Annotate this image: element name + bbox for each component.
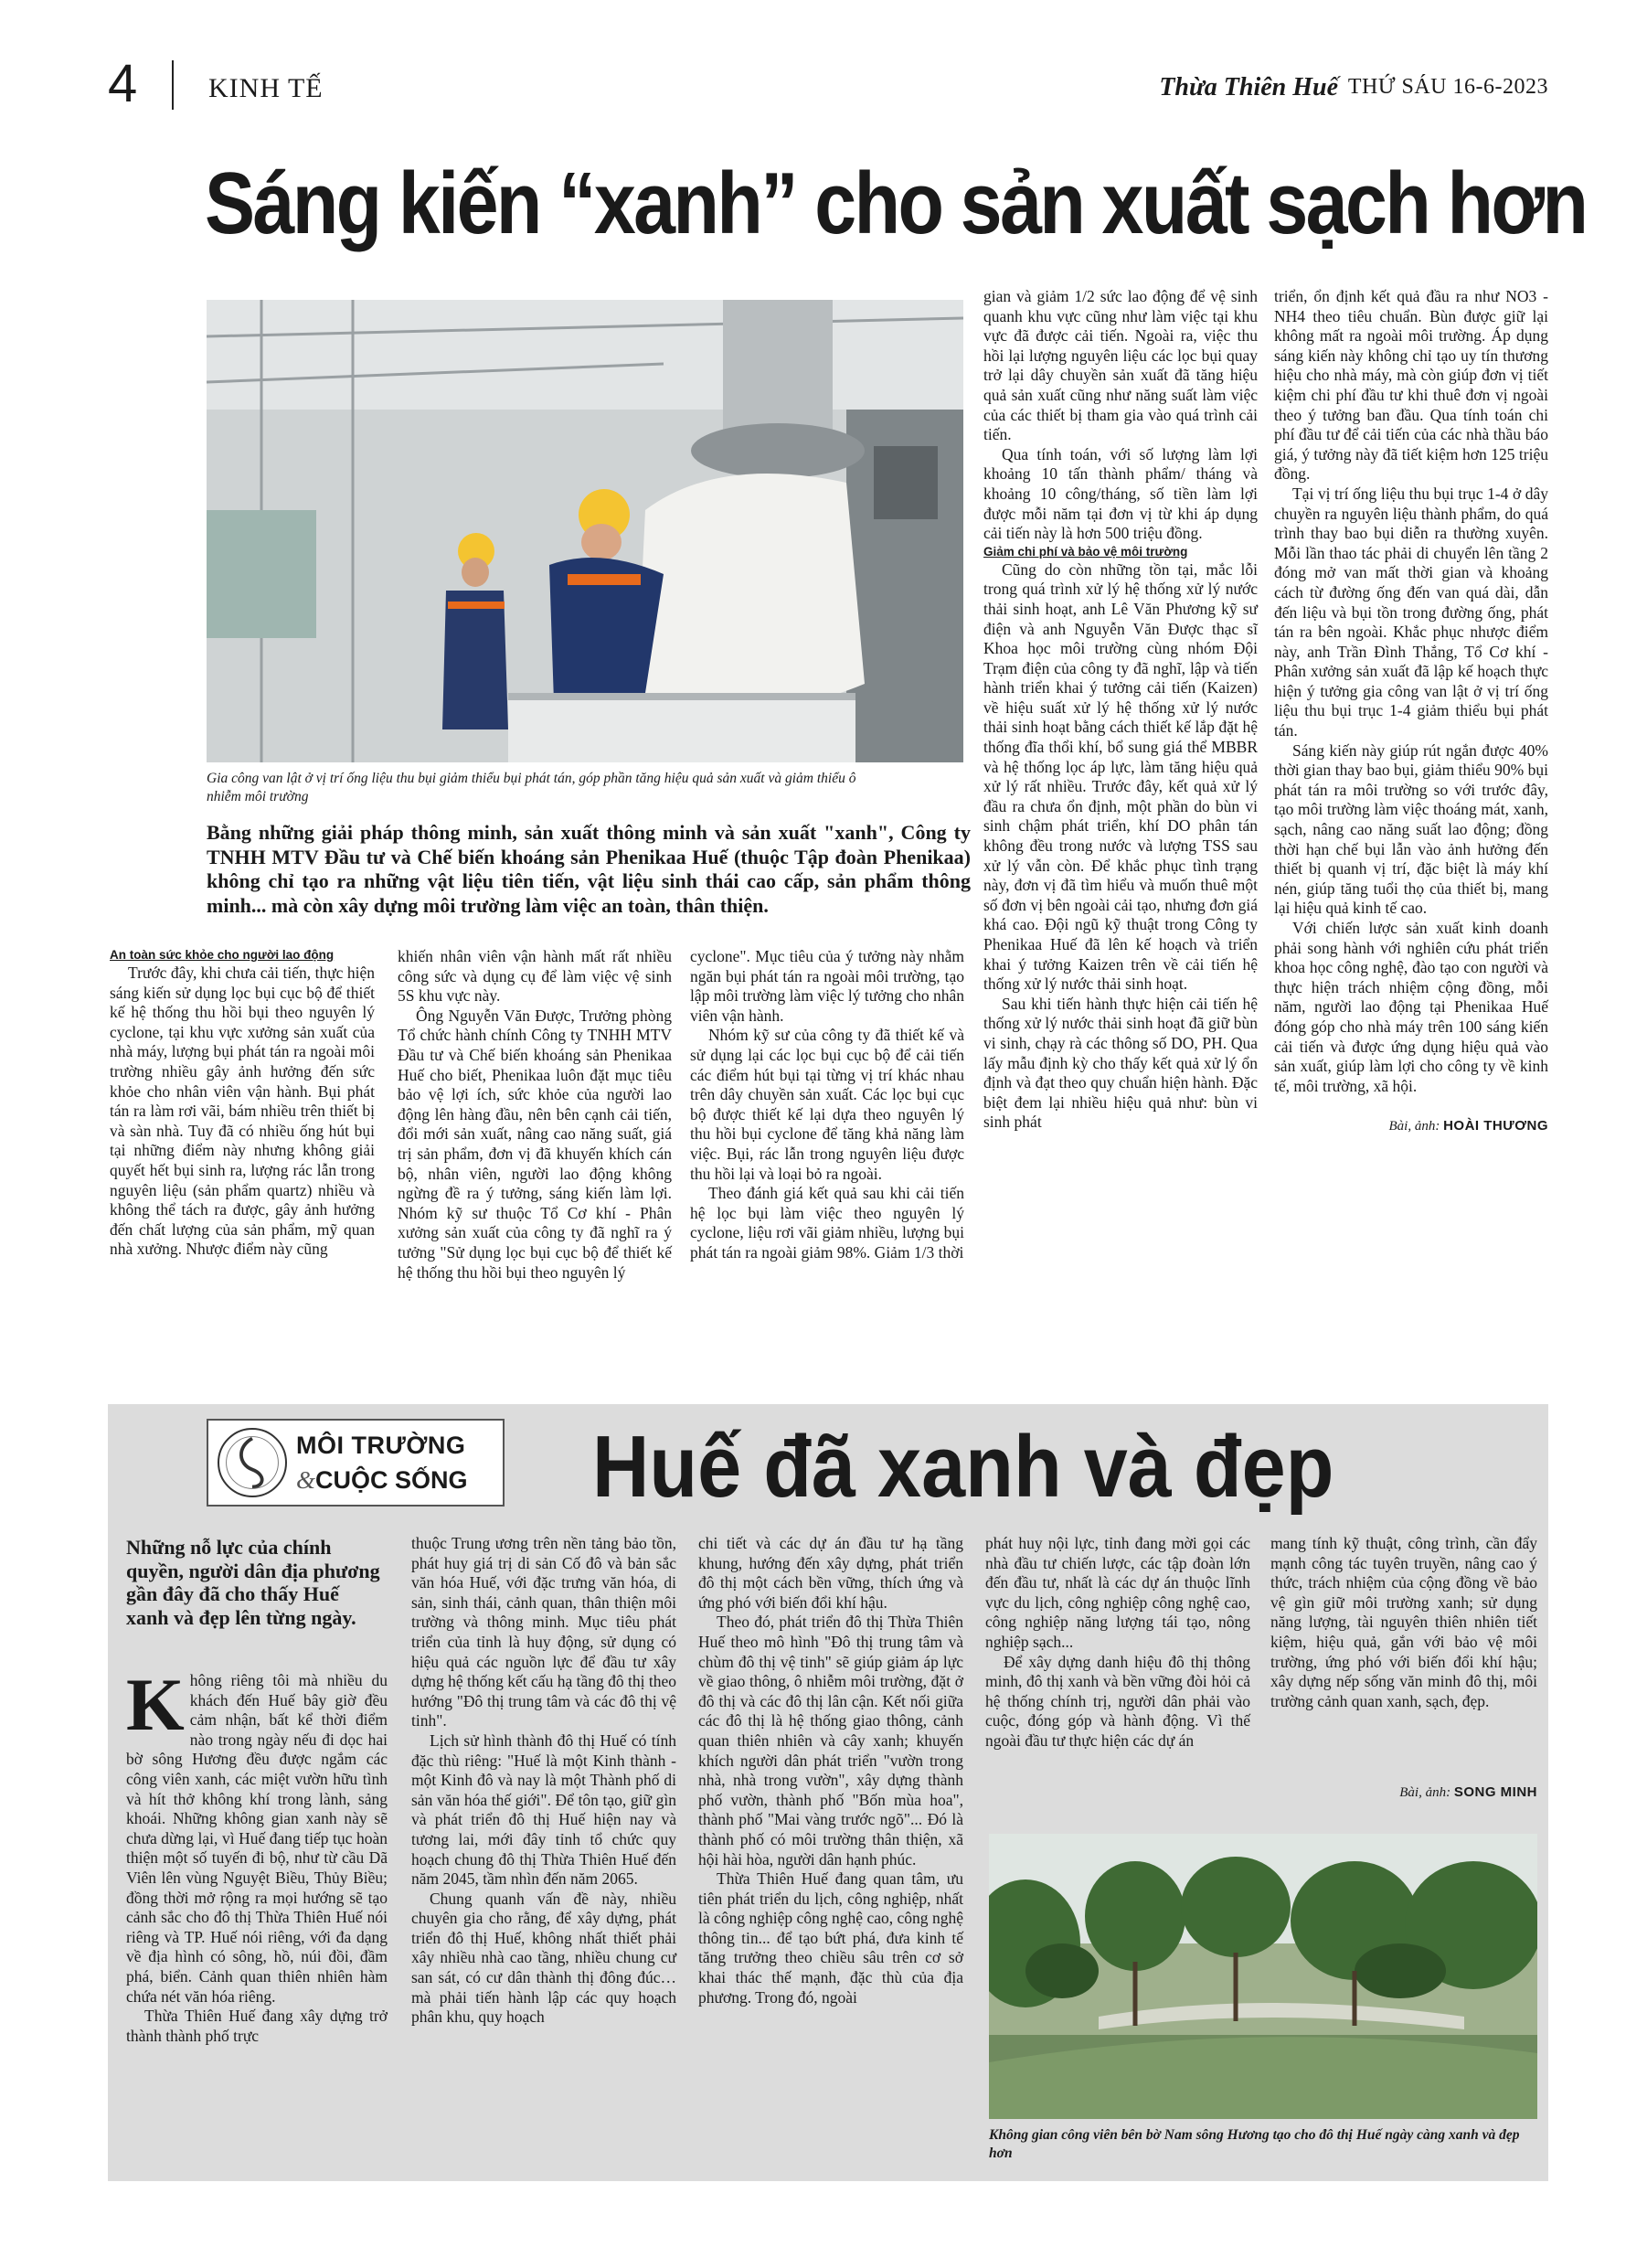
article2-column-3 [698,1534,963,2007]
article1-column-5 [1274,287,1548,1137]
section-title: KINH TẾ [208,73,324,103]
publication-name: Thừa Thiên Huế [1159,73,1338,101]
paragraph: Qua tính toán, với số lượng làm lợi khoảng 10 tấn thành phẩm/ tháng và khoảng 10 công/tháng, số tiền làm lợi được mỗi năm tại đơn vị từ khi áp dụng cải tiến này là hơn 500 triệu đồng. [983,444,1258,543]
article2-byline [1270,1783,1537,1804]
article2-byline-wrap [1270,1783,1537,1804]
article2-column-2 [411,1534,676,2028]
article1-subhead-1: An toàn sức khỏe cho người lao động [110,948,335,962]
article1-photo [207,300,963,762]
paragraph: Chung quanh vấn đề này, nhiều chuyên gia cho rằng, để xây dựng, phát triển đô thị Huế, không nhất thiết phải xây nhiều nhà cao tầng, nhiều chung cư san sát, có cư dân thành thị đông đúc… mà phải tiến hành lập các quy hoạch phân khu, quy hoạch [411,1889,676,2027]
article2-headline: Huế đã xanh và đẹp [592,1418,1334,1516]
article2-sapo: Những nỗ lực của chính quyền, người dân địa phương gần đây đã cho thấy Huế xanh và đẹp lên từng ngày. [126,1536,380,1629]
article1-column-4 [983,287,1258,1133]
paragraph: Trước đây, khi chưa cải tiến, thực hiện sáng kiến sử dụng lọc bụi cục bộ để thiết kế hệ thống thu hồi bụi theo nguyên lý cyclone, tại khu vực xưởng sản xuất của nhà máy, lượng bụi phát tán ra ngoài môi trường nhiều gây ảnh hưởng đến sức khỏe cho nhân viên vận hành. Bụi phát tán ra làm rơi vãi, bám nhiều trên thiết bị và sàn nhà. Tuy đã có nhiều ống hút bụi tại những điểm này nhưng không giải quyết hết bụi sinh ra, lượng rác lẫn trong nguyên liệu (sản phẩm quartz) nhiều và không thể tách ra được, gây ảnh hưởng đến chất lượng của sản phẩm, mỹ quan nhà xưởng. Nhược điểm này cũng [110,964,375,1259]
paragraph: Tại vị trí ống liệu thu bụi trục 1-4 ở dây chuyền ra nguyên liệu thành phẩm, do quá trình thay bao bụi diễn ra thường xuyên. Mỗi lần thao tác phải di chuyển lên tầng 2 đóng mở van mất thời gian và khoảng cách từ đường ống đến van quá dài, dẫn đến liệu và bụi tồn trong đường ống, phát tán ra bên ngoài. Khắc phục nhược điểm này, anh Trần Đình Thắng, Tổ Cơ khí - Phân xưởng sản xuất đã lập kế hoạch thực hiện ý tưởng gia công van lật ở vị trí ống liệu thu bụi trục 1-4 giảm thiểu bụi phát tán. [1274,484,1548,740]
paragraph [126,1663,388,2007]
article1-subhead-2: Giảm chi phí và bảo vệ môi trường [983,544,1188,559]
paragraph: phát huy nội lực, tỉnh đang mời gọi các nhà đầu tư chiến lược, các tập đoàn lớn đến đầu tư, nhất là các dự án thuộc lĩnh vực du lịch, công nghiệp công nghệ cao, công nghiệp năng lượng tái tạo, nông nghiệp sạch... [985,1534,1250,1651]
article1-byline [1274,1116,1548,1137]
paragraph: Ông Nguyễn Văn Được, Trưởng phòng Tổ chức hành chính Công ty TNHH MTV Đầu tư và Chế biến khoáng sản Phenikaa Huế cho biết, Phenikaa luôn đặt mục tiêu bảo vệ lợi ích, sức khỏe của người lao động lên hàng đầu, nên bên cạnh cải tiến, đổi mới sản xuất, nâng cao năng suất, giá trị sản phẩm, đơn vị đã khuyến khích cán bộ, nhân viên, người lao động không ngừng đề ra ý tưởng, sáng kiến làm lợi. Nhóm kỹ sư thuộc Tổ Cơ khí - Phân xưởng sản xuất của công ty đã nghĩ ra ý tưởng "Sử dụng lọc bụi cục bộ để thiết kế hệ thống thu hồi bụi theo nguyên lý [398,1006,672,1282]
factory-workers-image [207,300,963,762]
paragraph: Theo đó, phát triển đô thị Thừa Thiên Huế theo mô hình "Đô thị trung tâm và chùm đô thị vệ tinh" sẽ giúp giảm áp lực về giao thông, ô nhiễm môi trường, đặt ở đô thị và các đô thị lân cận. Kết nối giữa các đô thị là hệ thống giao thông, cảnh quan thiên nhiên và cây xanh; khuyến khích người dân phát triển "vườn trong nhà, nhà trong vườn", xây dựng thành phố vườn, thành phố "Bốn mùa hoa", thành phố "Mai vàng trước ngõ"... Đó là thành phố có môi trường thân thiện, xã hội hài hòa, người dân hạnh phúc. [698,1613,963,1869]
paragraph: khiến nhân viên vận hành mất rất nhiều công sức và dụng cụ để làm việc vệ sinh 5S khu vực này. [398,947,672,1006]
byline-label: Bài, ảnh: [1388,1119,1440,1134]
article1-sapo: Bằng những giải pháp thông minh, sản xuất thông minh và sản xuất "xanh", Công ty TNHH MTV Đầu tư và Chế biến khoáng sản Phenikaa Huế (thuộc Tập đoàn Phenikaa) không chỉ tạo ra những vật liệu tiên tiến, vật liệu sinh thái cao cấp, sản phẩm thông minh... mà còn xây dựng môi trường làm việc an toàn, thân thiện. [207,821,971,917]
logo-ampersand: & [296,1466,316,1494]
article2-column-1 [126,1663,388,2046]
article1-headline: Sáng kiến “xanh” cho sản xuất sạch hơn [205,154,1587,252]
paragraph: Nhóm kỹ sư của công ty đã thiết kế và sử dụng lại các lọc bụi cục bộ để cải tiến các điểm hút bụi tại từng vị trí khác nhau trên dây chuyền sản xuất. Các lọc bụi cục bộ được thiết kế lại dựa theo nguyên lý thu hồi bụi cyclone để tăng khả năng làm việc. Bụi, rác lẫn trong nguyên liệu được thu hồi lại và loại bỏ ra ngoài. [690,1026,964,1183]
paragraph: mang tính kỹ thuật, công trình, cần đẩy mạnh công tác tuyên truyền, nâng cao ý thức, trách nhiệm của cộng đồng về bảo vệ gìn giữ môi trường xanh; sử dụng năng lượng, tài nguyên thiên nhiên tiết kiệm, hiệu quả, gắn với bảo vệ môi trường, ứng phó với biến đổi khí hậu; xây dựng nếp sống văn minh đô thị, môi trường cảnh quan xanh, sạch, đẹp. [1270,1534,1537,1710]
article2-photo-caption: Không gian công viên bên bờ Nam sông Hương tạo cho đô thị Huế ngày càng xanh và đẹp hơn [989,2127,1520,2161]
paragraph: Sau khi tiến hành thực hiện cải tiến hệ thống xử lý nước thải sinh hoạt đã giữ bùn vi sinh, chạy rà các thông số DO, PH. Qua lấy mẫu định kỳ cho thấy kết quả xử lý ổn định và đạt theo quy chuẩn hiện hành. Đặc biệt đem lại nhiều hiệu quả như: bùn vi sinh phát [983,994,1258,1132]
paragraph: Thừa Thiên Huế đang xây dựng trở thành thành phố trực [126,2007,388,2045]
byline-author: SONG MINH [1453,1784,1537,1800]
paragraph: Để xây dựng danh hiệu đô thị thông minh, đô thị xanh và bền vững đòi hỏi cả hệ thống chính trị, người dân phải vào cuộc, đóng góp và hành động. Vì thế ngoài đầu tư thực hiện các dự án [985,1652,1250,1750]
article1-column-1 [110,947,375,1260]
paragraph: Theo đánh giá kết quả sau khi cải tiến hệ lọc bụi làm việc theo nguyên lý cyclone, liệu rơi vãi giảm nhiều, lượng bụi phát tán ra ngoài giảm 98%. Giảm 1/3 thời [690,1184,964,1262]
paragraph: cyclone". Mục tiêu của ý tưởng này nhằm ngăn bụi phát tán ra ngoài môi trường, tạo lập môi trường làm việc lý tưởng cho nhân viên vận hành. [690,947,964,1025]
article1-column-2 [398,947,672,1283]
byline-author: HOÀI THƯƠNG [1443,1118,1548,1134]
paragraph: Với chiến lược sản xuất kinh doanh phải song hành với nghiên cứu phát triển khoa học công nghệ, đào tạo con người và thực hiện trách nhiệm cộng đồng, mỗi năm, người lao động tại Phenikaa Huế đóng góp cho nhà máy trên 100 sáng kiến cải tiến và được ứng dụng hiệu quả vào sản xuất, giúp làm lợi cho công ty về kinh tế, môi trường, xã hội. [1274,919,1548,1095]
byline-label: Bài, ảnh: [1399,1785,1451,1800]
article2-photo [989,1834,1537,2119]
paragraph: Lịch sử hình thành đô thị Huế có tính đặc thù riêng: "Huế là một Kinh thành - một Kinh đô và nay là một Thành phố di sản văn hóa thế giới". Để tôn tạo, giữ gìn và phát triển đô thị Huế hiện nay và tương lai, mới đây tỉnh tổ chức quy hoạch chung đô thị Thừa Thiên Huế đến năm 2045, tầm nhìn đến năm 2065. [411,1730,676,1889]
paragraph: Thừa Thiên Huế đang quan tâm, ưu tiên phát triển du lịch, công nghiệp, nhất là công nghiệp công nghệ cao, công nghệ thông tin... để tạo bứt phá, đưa kinh tế tăng trưởng theo chiều sâu trên cơ sở khai thác thế mạnh, đặc thù của địa phương. Trong đó, ngoài [698,1869,963,2007]
paragraph-text: hông riêng tôi mà nhiều du khách đến Huế bây giờ đều cảm nhận, bất kể thời điểm nào trong ngày nếu đi dọc hai bờ sông Hương đều được ngắm các công viên xanh, các miệt vườn hữu tình và hít thở không khí trong lành, sảng khoái. Những không gian xanh này sẽ chưa dừng lại, vì Huế đang tiếp tục hoàn thiện một số tuyến đi bộ, như từ cầu Dã Viên lên vùng Nguyệt Biều, Thủy Biều; đồng thời mở rộng ra mọi hướng sẽ tạo cảnh sắc cho đô thị Thừa Thiên Huế nói riêng và TP. Huế nói riêng, với đa dạng về địa hình có sông, hồ, núi đồi, đầm phá, biển. Cảnh quan thiên nhiên hàm chứa nét văn hóa riêng. [126,1671,388,2006]
article1-photo-caption: Gia công van lật ở vị trí ống liệu thu bụi giảm thiểu bụi phát tán, góp phần tăng hiệu quả sản xuất và giảm thiểu ô nhiễm môi trường [207,771,856,804]
section-logo [207,1419,505,1507]
page-number: 4 [108,54,138,113]
header-divider [172,60,174,110]
article2-column-5 [1270,1534,1537,1711]
paragraph: gian và giảm 1/2 sức lao động để vệ sinh quanh khu vực cũng như làm việc tại khu vực đã được cải tiến. Ngoài ra, việc thu hồi lại lượng nguyên liệu các lọc bụi quay trở lại dây chuyền sản xuất đã tăng hiệu quả sản xuất cũng như năng suất làm việc của các thiết bị tham gia vào quá trình cải tiến. [983,287,1258,444]
article1-column-3 [690,947,964,1263]
article2-column-4 [985,1534,1250,1752]
page-header [108,55,1548,113]
riverside-park-image [989,1834,1537,2119]
logo-line-2 [296,1466,468,1495]
paragraph: triển, ổn định kết quả đầu ra như NO3 - NH4 theo tiêu chuẩn. Bùn được giữ lại không mất ra ngoài môi trường. Áp dụng sáng kiến này không chỉ tạo uy tín thương hiệu cho nhà máy, mà còn giúp đơn vị tiết kiệm chi phí đầu tư khi thuê đơn vị ngoài theo ý tưởng ban đầu. Qua tính toán chi phí đầu tư để cải tiến của các nhà thầu báo giá, ý tưởng này đã tiết kiệm hơn 125 triệu đồng. [1274,287,1548,484]
dropcap: K [126,1663,185,1746]
logo-line-1: MÔI TRƯỜNG [296,1432,466,1459]
logo-line-2-text: CUỘC SỐNG [315,1466,468,1494]
paragraph: thuộc Trung ương trên nền tảng bảo tồn, phát huy giá trị di sản Cố đô và bản sắc văn hóa Huế, với đặc trưng văn hóa, di sản, sinh thái, cảnh quan, thân thiện môi trường và thông minh. Mục tiêu phát triển của tỉnh là huy động, sử dụng có hiệu quả các nguồn lực để đầu tư xây dựng hệ thống kết cấu hạ tầng đô thị theo hướng "Đô thị trung tâm và các đô thị vệ tinh". [411,1534,676,1730]
emblem-icon [218,1428,287,1497]
paragraph: Cũng do còn những tồn tại, mắc lỗi trong quá trình xử lý hệ thống xử lý nước thải sinh hoạt, anh Lê Văn Phương kỹ sư điện và anh Nguyễn Văn Được thạc sĩ Khoa học môi trường cùng nhóm Đội Trạm điện của công ty đã nghĩ, lập và tiến hành triển khai ý tưởng cải tiến (Kaizen) về hiệu suất xử lý hệ thống xử lý nước thải sinh hoạt bằng cách thiết kế lắp đặt hệ thống đĩa thổi khí, bổ sung giá thể MBBR và hệ thống lọc áp lực, làm tăng hiệu quả xử lý rất nhiều. Trước đây, kết quả xử lý đầu ra chưa ổn định, một phần do bùn vi sinh chậm phát triển, khí DO phân tán không đều trong nước và lượng TSS sau xử lý vẫn còn. Để khắc phục tình trạng này, đơn vị đã tìm hiểu và muốn thuê một số đơn vị bên ngoài cải tạo, nhưng đơn giá khá cao. Đội ngũ kỹ thuật trong Công ty Phenikaa Huế đã lên kế hoạch và triển khai ý tưởng Kaizen trên về cải tiến hệ thống xử lý nước thải sinh hoạt. [983,559,1258,994]
paragraph: chi tiết và các dự án đầu tư hạ tầng khung, hướng đến xây dựng, phát triển đô thị một cách bền vững, thích ứng và ứng phó với biến đổi khí hậu. [698,1534,963,1612]
issue-date: THỨ SÁU 16-6-2023 [1347,75,1548,99]
paragraph: Sáng kiến này giúp rút ngắn được 40% thời gian thay bao bụi, giảm thiểu 90% bụi phát tán ra môi trường so với trước đây, tạo môi trường làm việc thoáng mát, xanh, sạch, nâng cao năng suất lao động; đồng thời hạn chế bụi lẫn vào ảnh hưởng đến thiết bị quanh vị trí, đặc biệt là máy khí nén, giúp tăng tuổi thọ của thiết bị, mang lại hiệu quả kinh tế cao. [1274,740,1548,918]
